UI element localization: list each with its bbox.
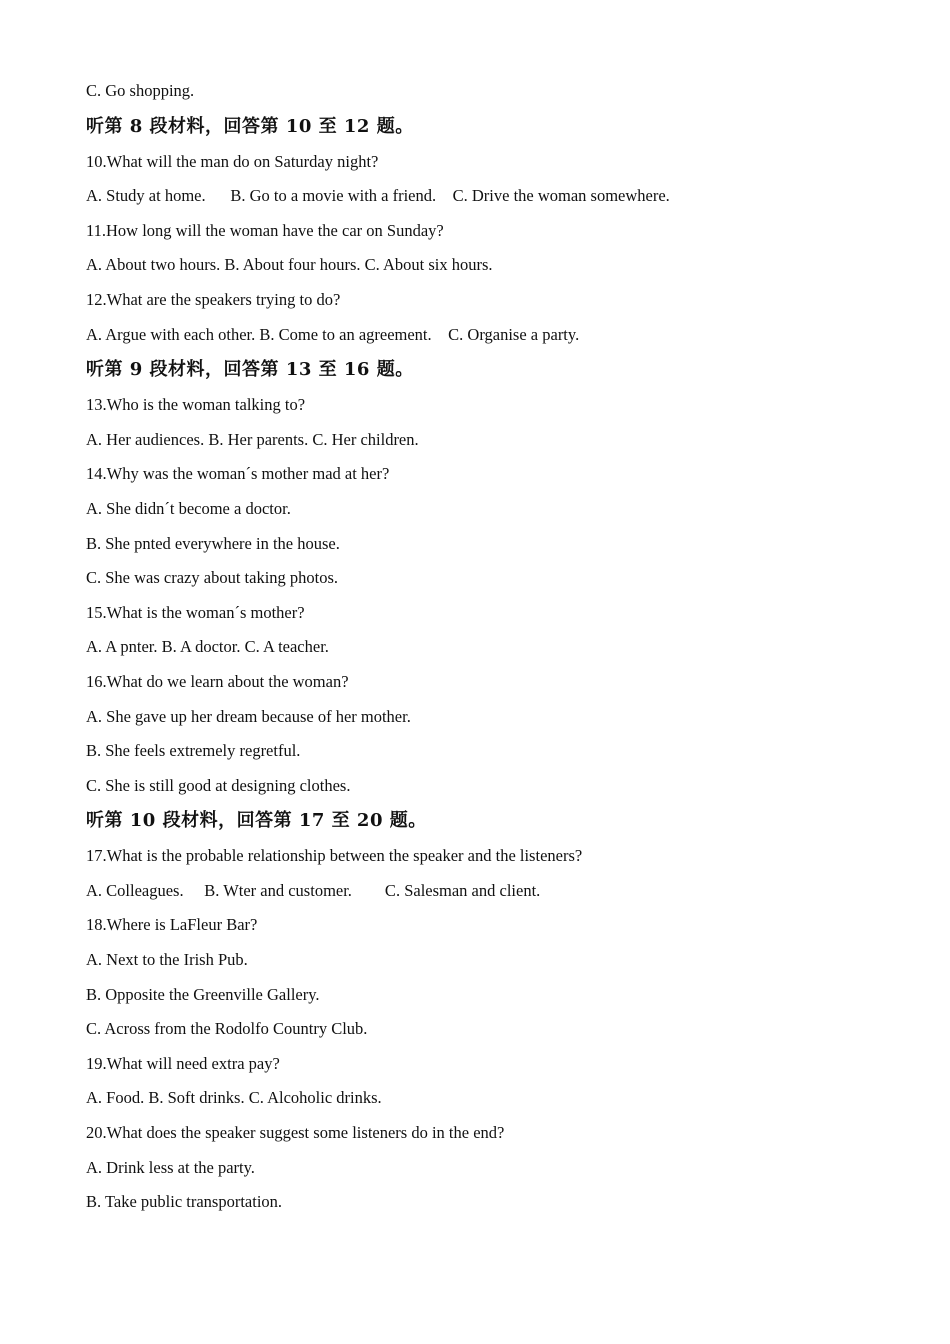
question-text-line: 13.Who is the woman talking to?	[86, 395, 306, 415]
question-text-line: B. She pnted everywhere in the house.	[86, 533, 340, 553]
section-heading: 听第 10 段材料，回答第 17 至 20 题。	[86, 810, 427, 832]
question-text-line: B. Opposite the Greenville Gallery.	[86, 984, 320, 1004]
document-page	[86, 74, 886, 1220]
question-text-line: A. She didnˊt become a doctor.	[86, 498, 291, 518]
question-text-line: A. Her audiences. B. Her parents. C. Her children.	[86, 429, 419, 449]
question-text-line: B. Take public transportation.	[86, 1192, 283, 1212]
question-text-line: A. About two hours. B. About four hours. C. About six hours.	[86, 255, 493, 275]
section-heading: 听第 8 段材料，回答第 10 至 12 题。	[86, 115, 414, 137]
question-text-line: 18.Where is LaFleur Bar?	[86, 915, 258, 935]
question-text-line: A. She gave up her dream because of her mother.	[86, 706, 411, 726]
question-text-line: A. Next to the Irish Pub.	[86, 950, 248, 970]
question-text-line: 17.What is the probable relationship between the speaker and the listeners?	[86, 846, 583, 866]
question-text-line: 12.What are the speakers trying to do?	[86, 289, 341, 309]
question-text-line: A. Drink less at the party.	[86, 1157, 255, 1177]
question-text-line: A. Food. B. Soft drinks. C. Alcoholic drinks.	[86, 1088, 382, 1108]
question-text-line: A. Study at home. B. Go to a movie with a friend. C. Drive the woman somewhere.	[86, 186, 670, 206]
question-text-line: 10.What will the man do on Saturday night?	[86, 151, 379, 171]
section-heading: 听第 9 段材料，回答第 13 至 16 题。	[86, 359, 414, 381]
question-text-line: C. Across from the Rodolfo Country Club.	[86, 1019, 368, 1039]
question-text-line: C. She was crazy about taking photos.	[86, 568, 339, 588]
question-text-line: 16.What do we learn about the woman?	[86, 671, 349, 691]
question-text-line: 19.What will need extra pay?	[86, 1053, 280, 1073]
question-text-line: 20.What does the speaker suggest some listeners do in the end?	[86, 1123, 505, 1143]
question-text-line: 15.What is the womanˊs mother?	[86, 602, 305, 622]
question-text-line: A. Argue with each other. B. Come to an agreement. C. Organise a party.	[86, 324, 580, 344]
question-text-line: A. A pnter. B. A doctor. C. A teacher.	[86, 637, 329, 657]
question-text-line: A. Colleagues. B. Wter and customer. C. Salesman and client.	[86, 880, 541, 900]
question-text-line: 11.How long will the woman have the car on Sunday?	[86, 220, 444, 240]
question-text-line: 14.Why was the womanˊs mother mad at her?	[86, 464, 390, 484]
question-text-line: C. She is still good at designing clothes.	[86, 775, 351, 795]
question-text-line: B. She feels extremely regretful.	[86, 741, 301, 761]
question-text-line: C. Go shopping.	[86, 81, 195, 100]
